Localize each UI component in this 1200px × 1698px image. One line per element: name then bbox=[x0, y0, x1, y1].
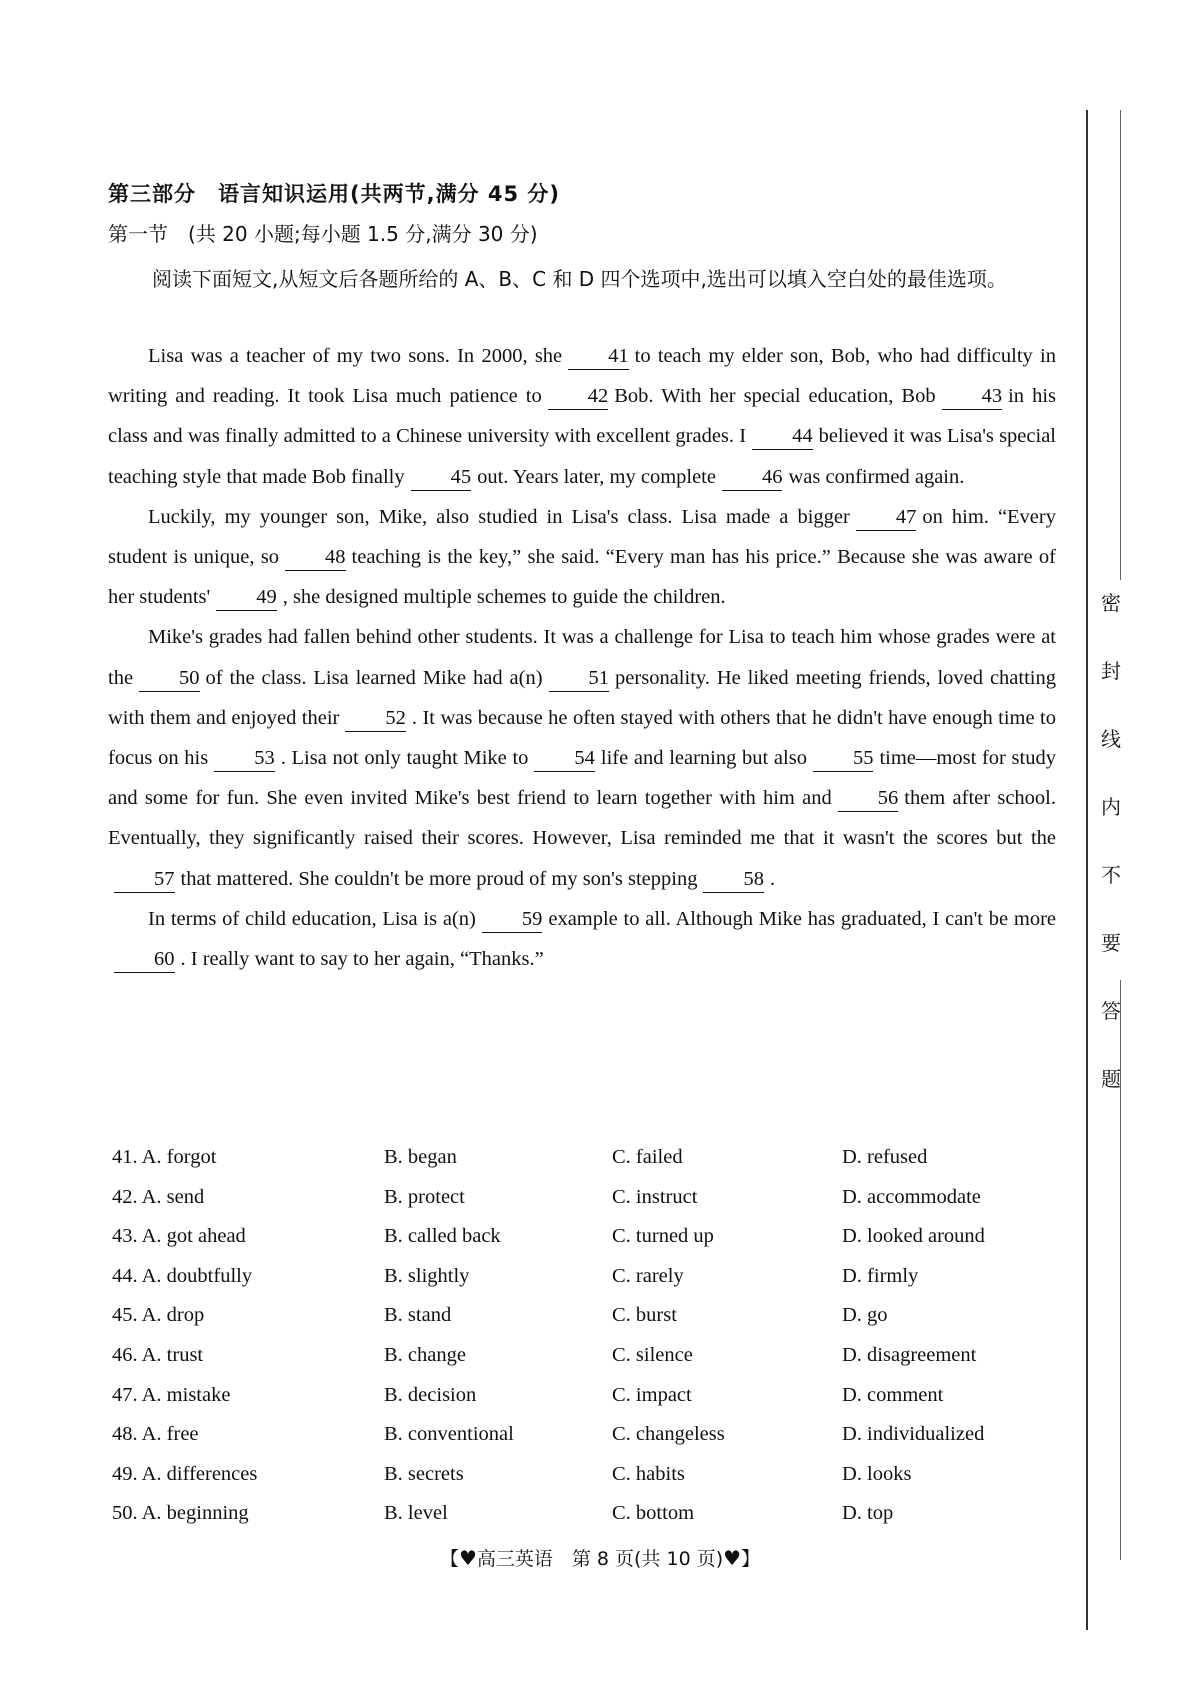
option-a[interactable] bbox=[112, 1384, 230, 1407]
question-number: 43. bbox=[112, 1225, 138, 1248]
passage-text: in his class and was finally admitted to a Chinese university with excellent grades. I bbox=[108, 385, 1056, 448]
blank-42: 42 bbox=[548, 383, 609, 410]
passage-text: to teach my elder son, Bob, who had difficulty in writing and reading. It took Lisa much patience to bbox=[108, 345, 1056, 408]
blank-60: 60 bbox=[114, 946, 175, 973]
option-d[interactable]: D. accommodate bbox=[842, 1185, 981, 1208]
paragraph-1 bbox=[108, 336, 1056, 497]
passage-text: . It was because he often stayed with others that he didn't have enough time to focus on his bbox=[108, 706, 1057, 770]
seal-char: 封 bbox=[1101, 659, 1121, 683]
option-label: A. doubtfully bbox=[141, 1264, 253, 1287]
blank-57: 57 bbox=[114, 866, 175, 893]
passage-text: personality. He liked meeting friends, loved chatting with them and enjoyed their bbox=[108, 666, 1056, 729]
seal-char: 内 bbox=[1101, 795, 1121, 819]
seal-notice bbox=[1098, 590, 1124, 1134]
passage-text: believed it was Lisa's special teaching style that made Bob finally bbox=[108, 425, 1056, 488]
question-number: 46. bbox=[112, 1343, 138, 1366]
passage-text: example to all. Although Mike has graduated, I can't be more bbox=[548, 907, 1056, 930]
option-c[interactable]: C. failed bbox=[612, 1146, 683, 1168]
question-number: 49. bbox=[112, 1462, 138, 1485]
option-c[interactable]: C. habits bbox=[612, 1462, 685, 1485]
option-c[interactable]: C. rarely bbox=[612, 1264, 684, 1287]
blank-56: 56 bbox=[838, 785, 899, 812]
option-label: A. got ahead bbox=[141, 1225, 246, 1248]
blank-58: 58 bbox=[703, 866, 764, 893]
passage-text: of the class. Lisa learned Mike had a(n) bbox=[205, 666, 543, 689]
blank-45: 45 bbox=[411, 464, 472, 491]
passage-text: Bob. With her special education, Bob bbox=[614, 385, 936, 408]
option-c[interactable]: C. changeless bbox=[612, 1423, 725, 1446]
passage-text: was confirmed again. bbox=[788, 465, 965, 488]
seal-char: 题 bbox=[1101, 1067, 1121, 1091]
question-number: 42. bbox=[112, 1185, 138, 1208]
option-d[interactable]: D. top bbox=[842, 1502, 894, 1525]
cloze-passage bbox=[108, 336, 1056, 979]
passage-text: Mike's grades had fallen behind other students. It was a challenge for Lisa to teach him whose grades were at the bbox=[108, 626, 1056, 689]
paragraph-3 bbox=[108, 617, 1056, 898]
option-row-41 bbox=[112, 1146, 1052, 1186]
option-d[interactable]: D. individualized bbox=[842, 1423, 985, 1446]
seal-char: 线 bbox=[1101, 727, 1121, 751]
seal-char: 密 bbox=[1101, 591, 1121, 615]
passage-text: . bbox=[769, 867, 776, 890]
option-row-43 bbox=[112, 1225, 1052, 1265]
seal-char: 不 bbox=[1101, 863, 1121, 887]
option-a[interactable] bbox=[112, 1463, 257, 1486]
page-footer bbox=[0, 1544, 1200, 1571]
passage-text: that mattered. She couldn't be more proud of my son's stepping bbox=[180, 867, 698, 890]
heart-icon: ♥ bbox=[458, 1546, 477, 1570]
option-b[interactable]: B. change bbox=[384, 1343, 466, 1366]
blank-52: 52 bbox=[345, 705, 406, 732]
option-c[interactable]: C. burst bbox=[612, 1304, 677, 1327]
option-d[interactable]: D. looked around bbox=[842, 1225, 985, 1248]
blank-54: 54 bbox=[534, 745, 595, 772]
heart-icon: ♥ bbox=[723, 1546, 742, 1570]
option-row-44 bbox=[112, 1265, 1052, 1305]
question-number: 45. bbox=[112, 1304, 138, 1327]
passage-text: time—most for study and some for fun. She even invited Mike's best friend to learn together with him and bbox=[108, 747, 1056, 810]
blank-46: 46 bbox=[722, 464, 783, 491]
option-row-48 bbox=[112, 1423, 1052, 1463]
question-number: 50. bbox=[112, 1502, 138, 1525]
blank-41: 41 bbox=[568, 343, 629, 370]
blank-48: 48 bbox=[285, 544, 346, 571]
passage-text: them after school. Eventually, they significantly raised their scores. However, Lisa reminded me that it wasn't the scores but the bbox=[108, 787, 1056, 850]
option-d[interactable]: D. refused bbox=[842, 1146, 928, 1168]
blank-47: 47 bbox=[856, 504, 917, 531]
blank-50: 50 bbox=[139, 665, 200, 692]
footer-text: 高三英语 第 8 页(共 10 页) bbox=[476, 1548, 724, 1570]
option-c[interactable]: C. silence bbox=[612, 1343, 693, 1366]
paragraph-2 bbox=[108, 497, 1056, 618]
passage-text: Luckily, my younger son, Mike, also studied in Lisa's class. Lisa made a bigger bbox=[148, 505, 850, 528]
passage-text: . Lisa not only taught Mike to bbox=[280, 747, 529, 770]
blank-44: 44 bbox=[752, 423, 813, 450]
seal-char: 要 bbox=[1101, 931, 1121, 955]
blank-43: 43 bbox=[942, 383, 1003, 410]
option-row-46 bbox=[112, 1344, 1052, 1384]
footer-left-bracket: 【 bbox=[439, 1548, 459, 1570]
option-c[interactable]: C. impact bbox=[612, 1383, 692, 1406]
option-c[interactable]: C. instruct bbox=[612, 1185, 698, 1208]
option-label: A. drop bbox=[141, 1304, 205, 1327]
passage-text: In terms of child education, Lisa is a(n) bbox=[148, 907, 476, 930]
section-title: 第三部分 语言知识运用(共两节,满分 45 分) bbox=[108, 182, 561, 206]
option-a[interactable] bbox=[112, 1186, 204, 1209]
seal-line bbox=[1086, 110, 1088, 1630]
option-d[interactable]: D. disagreement bbox=[842, 1343, 977, 1366]
option-a[interactable] bbox=[112, 1265, 252, 1288]
option-row-50 bbox=[112, 1502, 1052, 1542]
blank-51: 51 bbox=[549, 665, 610, 692]
paragraph-4 bbox=[108, 899, 1056, 979]
option-d[interactable]: D. firmly bbox=[842, 1264, 919, 1287]
option-label: A. forgot bbox=[141, 1146, 217, 1168]
option-d[interactable]: D. looks bbox=[842, 1462, 912, 1485]
question-number: 48. bbox=[112, 1423, 138, 1446]
question-number: 44. bbox=[112, 1264, 138, 1287]
option-b[interactable]: B. called back bbox=[384, 1225, 501, 1248]
option-b[interactable]: B. secrets bbox=[384, 1462, 464, 1485]
passage-text: Lisa was a teacher of my two sons. In 2000, she bbox=[148, 345, 563, 367]
option-b[interactable]: B. protect bbox=[384, 1185, 465, 1208]
passage-text: , she designed multiple schemes to guide the children. bbox=[282, 586, 726, 609]
option-a[interactable] bbox=[112, 1225, 246, 1248]
passage-text: life and learning but also bbox=[600, 747, 807, 770]
passage-text: . I really want to say to her again, “Thanks.” bbox=[180, 948, 544, 971]
option-a[interactable] bbox=[112, 1423, 199, 1446]
option-row-49 bbox=[112, 1463, 1052, 1503]
seal-line-inner-top bbox=[1120, 110, 1121, 580]
option-d[interactable]: D. comment bbox=[842, 1383, 944, 1406]
option-b[interactable]: B. level bbox=[384, 1502, 448, 1525]
option-label: A. mistake bbox=[141, 1383, 231, 1406]
answer-options bbox=[112, 1146, 1052, 1542]
passage-text: teaching is the key,” she said. “Every man has his price.” Because she was aware of her students' bbox=[108, 546, 1056, 609]
option-a[interactable] bbox=[112, 1304, 204, 1327]
blank-49: 49 bbox=[216, 584, 277, 611]
option-b[interactable]: B. slightly bbox=[384, 1264, 470, 1287]
option-label: A. free bbox=[141, 1423, 199, 1446]
option-row-45 bbox=[112, 1304, 1052, 1344]
footer-right-bracket: 】 bbox=[741, 1548, 761, 1570]
option-b[interactable]: B. decision bbox=[384, 1383, 477, 1406]
blank-53: 53 bbox=[214, 745, 275, 772]
question-number: 47. bbox=[112, 1383, 138, 1406]
option-a[interactable] bbox=[112, 1502, 249, 1525]
option-c[interactable]: C. turned up bbox=[612, 1225, 714, 1248]
option-label: A. trust bbox=[141, 1343, 204, 1366]
option-d[interactable]: D. go bbox=[842, 1304, 888, 1327]
option-a[interactable] bbox=[112, 1146, 216, 1169]
option-c[interactable]: C. bottom bbox=[612, 1502, 695, 1525]
option-row-47 bbox=[112, 1384, 1052, 1424]
seal-char: 答 bbox=[1101, 999, 1121, 1023]
option-label: A. send bbox=[141, 1185, 205, 1208]
option-label: A. differences bbox=[141, 1462, 258, 1485]
question-number: 41. bbox=[112, 1146, 138, 1168]
option-label: A. beginning bbox=[141, 1502, 249, 1525]
instruction-text: 阅读下面短文,从短文后各题所给的 A、B、C 和 D 四个选项中,选出可以填入空白处的最佳选项。 bbox=[152, 267, 1007, 291]
option-a[interactable] bbox=[112, 1344, 203, 1367]
option-b[interactable]: B. began bbox=[384, 1146, 457, 1168]
passage-text: on him. “Every student is unique, so bbox=[108, 505, 1056, 569]
option-b[interactable]: B. conventional bbox=[384, 1423, 514, 1446]
blank-55: 55 bbox=[813, 745, 874, 772]
option-row-42 bbox=[112, 1186, 1052, 1226]
sub-title: 第一节 (共 20 小题;每小题 1.5 分,满分 30 分) bbox=[108, 222, 538, 246]
passage-text: out. Years later, my complete bbox=[477, 465, 716, 488]
blank-59: 59 bbox=[482, 906, 543, 933]
option-b[interactable]: B. stand bbox=[384, 1304, 452, 1327]
